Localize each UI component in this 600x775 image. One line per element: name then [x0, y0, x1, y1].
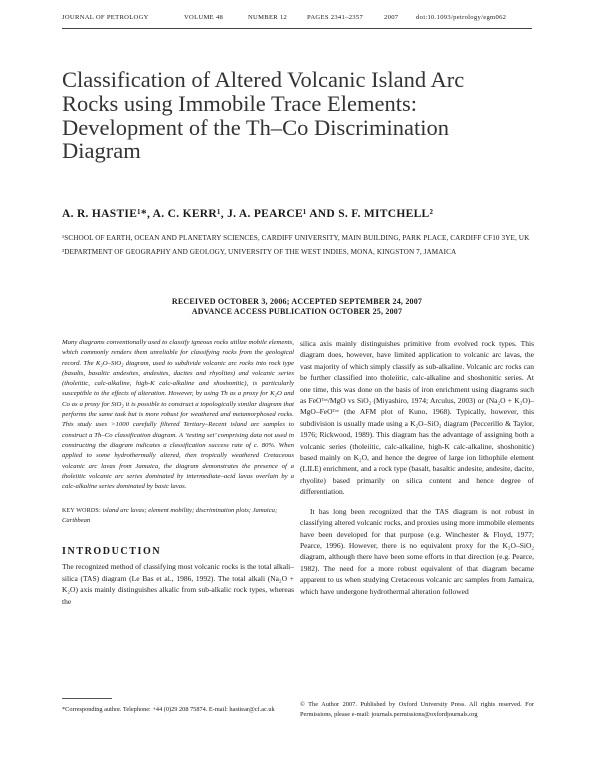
title-line: Classification of Altered Volcanic Island Arc: [62, 67, 465, 92]
running-head: [62, 14, 532, 26]
received-accepted: RECEIVED OCTOBER 3, 2006; ACCEPTED SEPTEMBER 24, 2007: [171, 297, 423, 306]
section-heading-introduction: INTRODUCTION: [62, 546, 162, 558]
footnote-rule: [62, 698, 112, 699]
year: 2007: [384, 14, 399, 21]
affiliations: [62, 233, 537, 261]
page-range: PAGES 2341–2357: [307, 14, 364, 21]
header-rule: [62, 28, 532, 29]
affiliation-2: ²DEPARTMENT OF GEOGRAPHY AND GEOLOGY, UNIVERSITY OF THE WEST INDIES, MONA, KINGSTON 7, JAMAICA: [62, 248, 457, 256]
author-list: A. R. HASTIE¹*, A. C. KERR¹, J. A. PEARCE¹ AND S. F. MITCHELL²: [62, 208, 434, 220]
title-line: Development of the Th–Co Discrimination: [62, 114, 450, 140]
journal-name: JOURNAL OF PETROLOGY: [62, 14, 149, 21]
keywords-label: KEY WORDS:: [62, 508, 101, 515]
affiliation-1: ¹SCHOOL OF EARTH, OCEAN AND PLANETARY SCIENCES, CARDIFF UNIVERSITY, MAIN BUILDING, PARK PLACE, CARDIFF CF10 3YE, UK: [62, 234, 530, 242]
right-column: [300, 338, 534, 597]
body-paragraph: silica axis mainly distinguishes primitive from evolved rock types. This diagram does, however, have limited application to volcanic arc lavas, the vast majority of which simply classify as sub-alkaline. Volcanic arc rocks can be further classified into tholeiitic, calc-alkaline and shoshonitic series. At one time, this was done on the basis of iron enrichment using diagrams such as FeOᵀᵒᵗ/MgO vs SiO₂ (Miyashiro, 1974; Arculus, 2003) or (Na₂O + K₂O)–MgO–FeOᵀᵒᵗ (the AFM plot of Kuno, 1968). Typically, however, this subdivision is usually made using a K₂O–SiO₂ diagram (Peccerillo & Taylor, 1976; Rickwood, 1989). This diagram has the advantage of assigning both a volcanic series (tholeiitic, calc-alkaline, high-K calc-alkaline, shoshonitic) based mainly on K₂O, and hence the degree of large ion lithophile element (LILE) enrichment, and a rock type (basalt, basaltic andesite, andesite, dacite, rhyolite) based primarily on silica content and hence degree of differentiation.: [300, 339, 534, 497]
title-line: Rocks using Immobile Trace Elements:: [62, 90, 417, 116]
keywords-line: [62, 506, 294, 526]
keywords-text: island arc lavas; element mobility; discrimination plots; Jamaica; Caribbean: [62, 507, 278, 525]
volume: VOLUME 48: [184, 14, 224, 21]
title-line: Diagram: [62, 138, 141, 164]
body-paragraph: It has long been recognized that the TAS diagram is not robust in classifying altered volcanic rocks, and proxies using more immobile elements have been developed for that purpose (e.g. Winchester & Floyd, 1977; Pearce, 1996). However, there is no equivalent proxy for the K₂O–SiO₂ diagram, although there have been some efforts in that direction (e.g. Pearce, 1982). The need for a more robust equivalent of that diagram became apparent to us when studying Cretaceous volcanic arc samples from Jamaica, which have undergone hydrothermal alteration followed: [300, 506, 534, 596]
copyright-notice: © The Author 2007. Published by Oxford University Press. All rights reserved. For Permissions, please e-mail: journals.permissions@oxfordjournals.org: [300, 701, 534, 718]
corresponding-author-footnote: *Corresponding author. Telephone: +44 (0)29 208 75874. E-mail: hastiear@cf.ac.uk: [62, 706, 275, 713]
issue-number: NUMBER 12: [248, 14, 288, 21]
doi[interactable]: doi:10.1093/petrology/egm062: [416, 14, 507, 21]
article-title: [62, 68, 532, 163]
dates-block: [62, 297, 532, 317]
intro-paragraph: The recognized method of classifying most volcanic rocks is the total alkali–silica (TAS) diagram (Le Bas et al., 1986, 1992). The total alkali (Na₂O + K₂O) axis mainly distinguishes alkalic from sub-alkalic rock types, whereas the: [62, 562, 294, 606]
advance-access: ADVANCE ACCESS PUBLICATION OCTOBER 25, 2007: [191, 307, 403, 316]
left-column: [62, 338, 294, 607]
abstract: Many diagrams conventionally used to classify igneous rocks utilize mobile elements, which commonly renders them unreliable for classifying rocks from the geological record. The K₂O–SiO₂ diagram, used to subdivide volcanic arc rocks into rock type (basalts, basaltic andesites, andesites, dacites and rhyolites) and volcanic series (tholeiitic, calc-alkaline, high-K calc-alkaline and shoshonitic), is particularly susceptible to the effects of alteration. However, by using Th as a proxy for K₂O and Co as a proxy for SiO₂ it is possible to construct a topologically similar diagram that performs the same task but is more robust for weathered and metamorphosed rocks. This study uses >1000 carefully filtered Tertiary–Recent island arc samples to construct a Th–Co classification diagram. A ‘testing set’ comprising data not used in constructing the diagram indicates a classification success rate of c. 80%. When applied to some hydrothermally altered, then tropically weathered Cretaceous volcanic arc lavas from Jamaica, the diagram demonstrates the presence of a tholeiitic volcanic arc series dominated by intermediate–acid lavas overlain by a calc-alkaline series dominated by basic lavas.: [62, 339, 294, 491]
